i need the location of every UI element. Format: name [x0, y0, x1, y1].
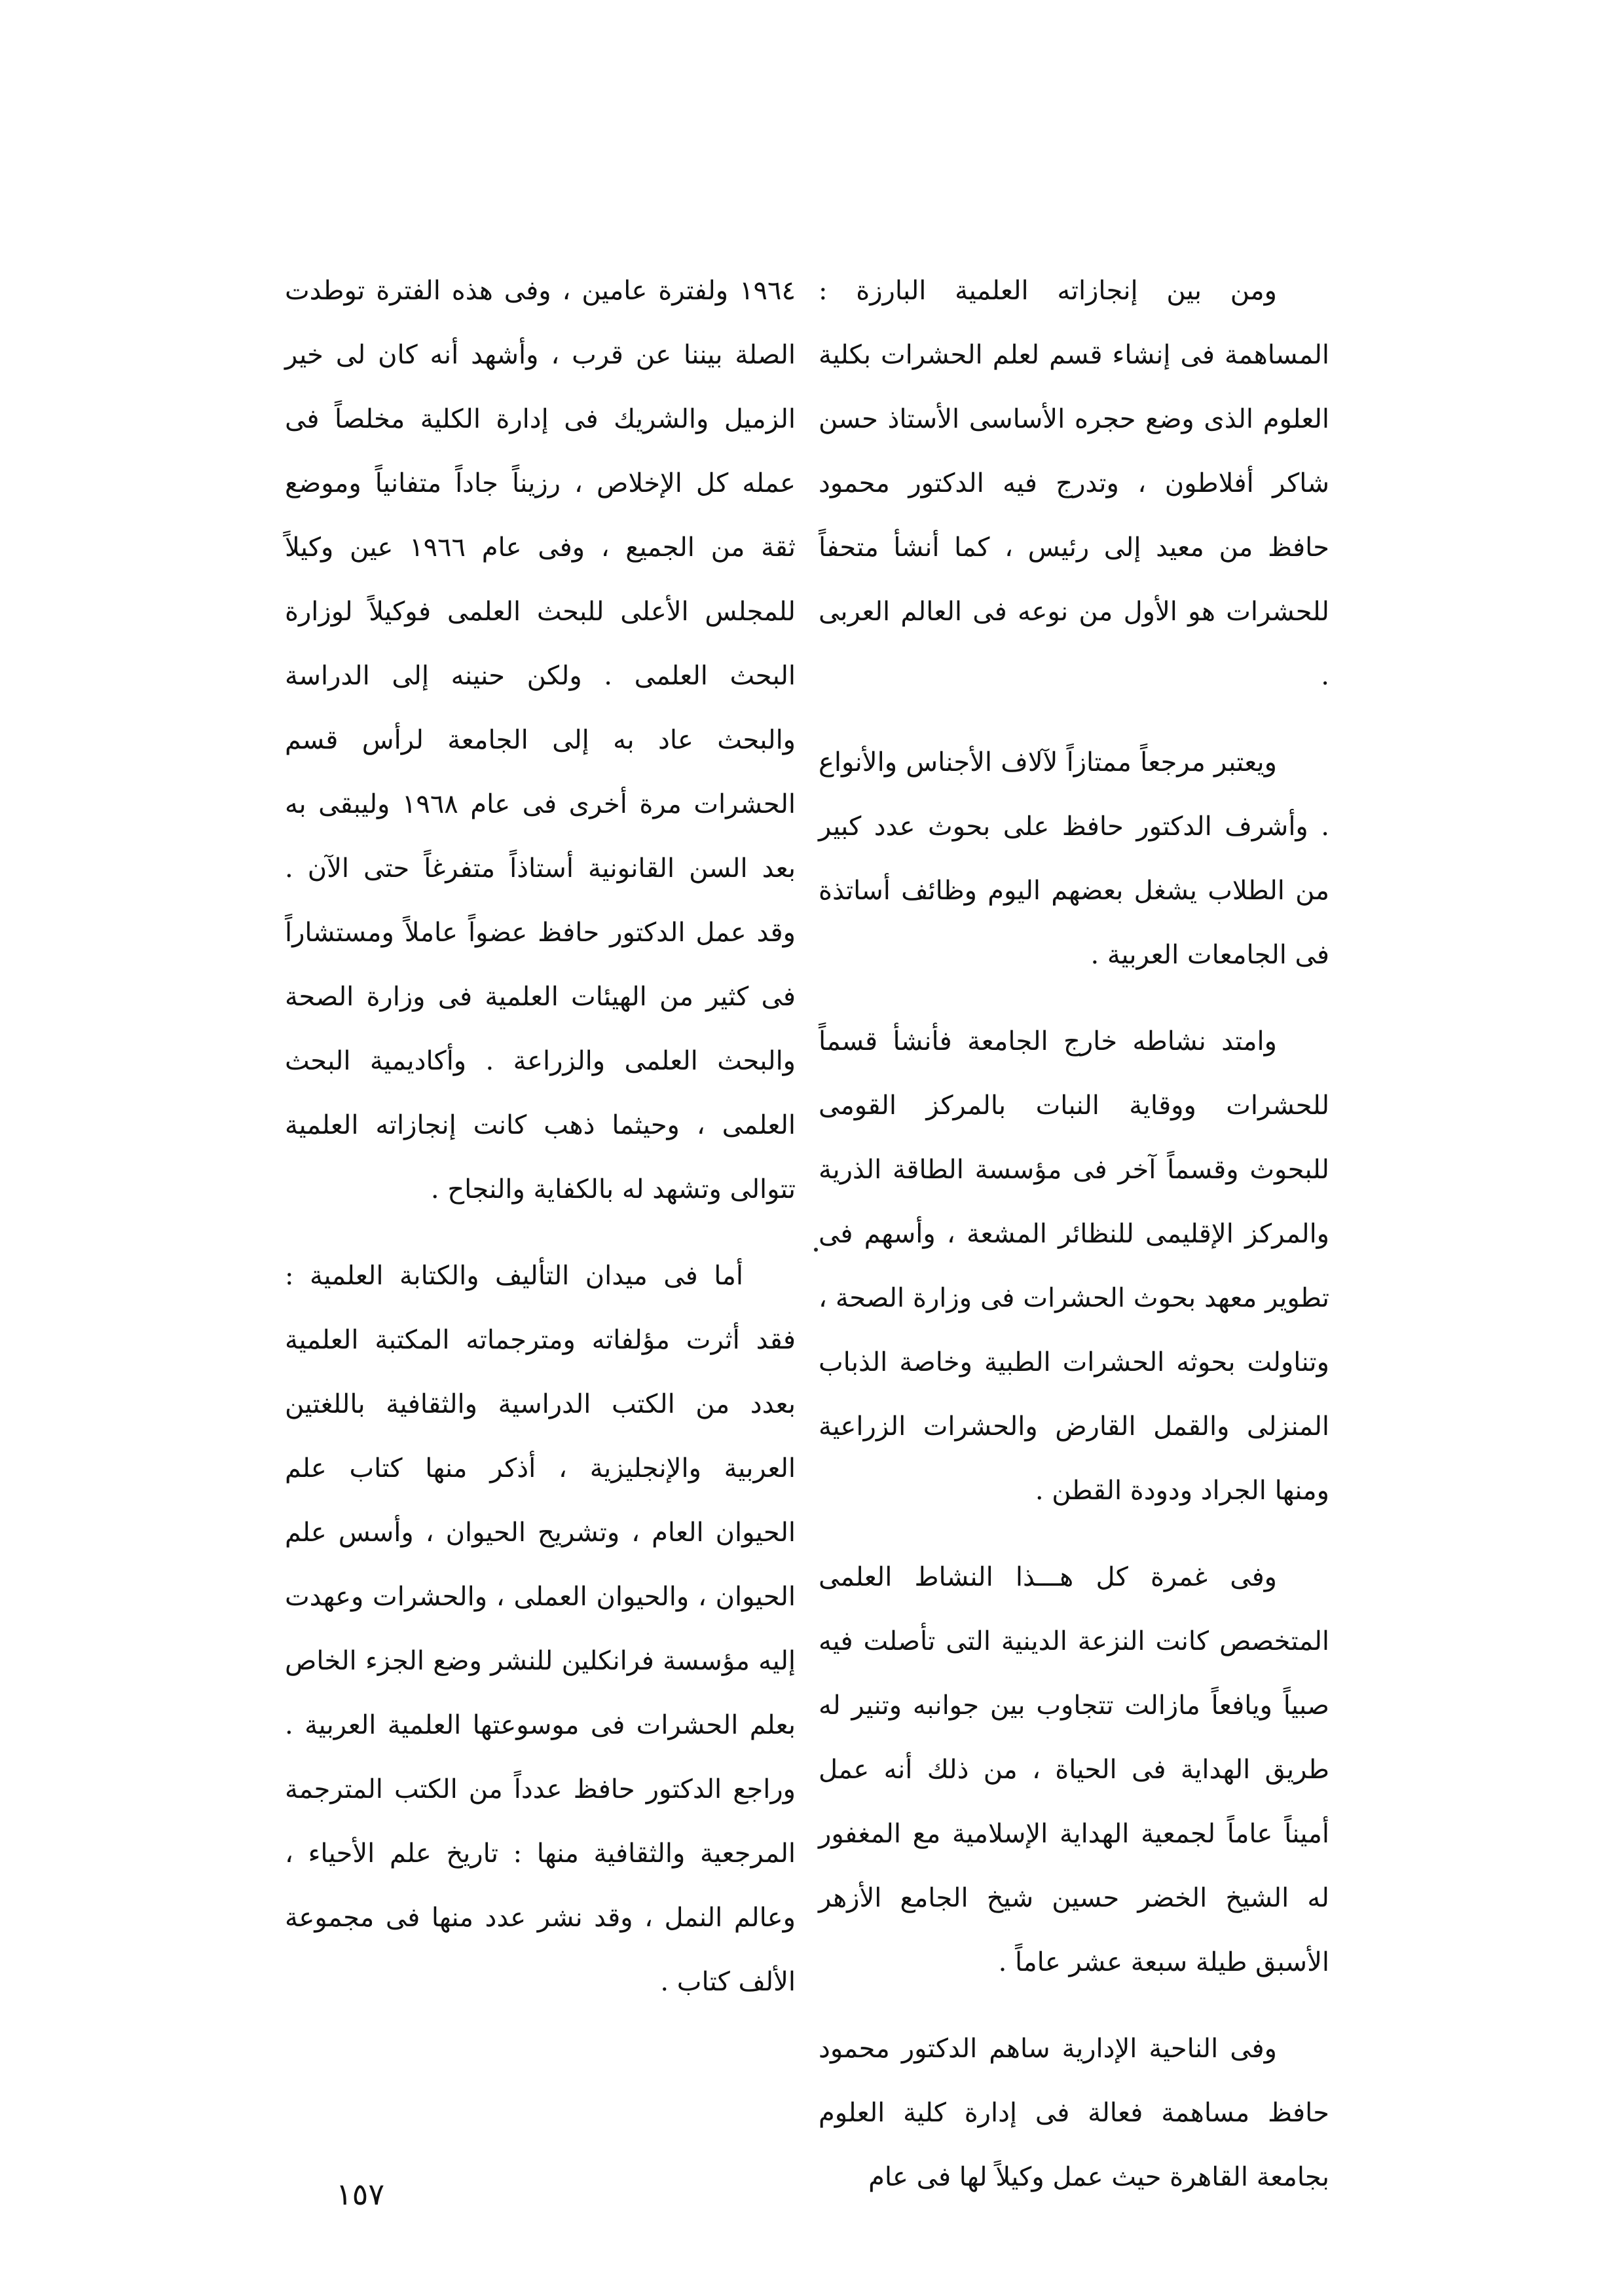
stray-dot-mark — [814, 1248, 818, 1252]
paragraph: وامتد نشاطه خارج الجامعة فأنشأ قسماً للحشرات ووقاية النبات بالمركز القومى للبحوث وقسماً آخر فى مؤسسة الطاقة الذرية والمركز الإقليمى للنظائر المشعة ، وأسهم فى تطوير معهد بحوث الحشرات فى وزارة الصحة ، وتناولت بحوثه الحشرات الطبية وخاصة الذباب المنزلى والقمل القارض والحشرات الزراعية ومنها الجراد ودودة القطن . — [819, 1026, 1329, 1506]
paragraph: وفى غمرة كل هـــذا النشاط العلمى المتخصص كانت النزعة الدينية التى تأصلت فيه صبياً ويافعاً مازالت تتجاوب بين جوانبه وتنير له طريق الهداية فى الحياة ، من ذلك أنه عمل أميناً عاماً لجمعية الهداية الإسلامية مع المغفور له الشيخ الخضر حسين شيخ الجامع الأزهر الأسبق طيلة سبعة عشر عاماً . — [819, 1562, 1329, 1977]
paragraph: وفى الناحية الإدارية ساهم الدكتور محمود حافظ مساهمة فعالة فى إدارة كلية العلوم بجامعة القاهرة حيث عمل وكيلاً لها فى عام — [819, 2034, 1329, 2192]
right-column — [819, 259, 1329, 2231]
paragraph: ١٩٦٤ ولفترة عامين ، وفى هذه الفترة توطدت الصلة بيننا عن قرب ، وأشهد أنه كان لى خير الزميل والشريك فى إدارة الكلية مخلصاً فى عمله كل الإخلاص ، رزيناً جاداً متفانياً وموضع ثقة من الجميع ، وفى عام ١٩٦٦ عين وكيلاً للمجلس الأعلى للبحث العلمى فوكيلاً لوزارة البحث العلمى . ولكن حنينه إلى الدراسة والبحث عاد به إلى الجامعة لرأس قسم الحشرات مرة أخرى فى عام ١٩٦٨ وليبقى به بعد السن القانونية أستاذاً متفرغاً حتى الآن . وقد عمل الدكتور حافظ عضواً عاملاً ومستشاراً فى كثير من الهيئات العلمية فى وزارة الصحة والبحث العلمى والزراعة . وأكاديمية البحث العلمى ، وحيثما ذهب كانت إنجازاته العلمية تتوالى وتشهد له بالكفاية والنجاح . — [285, 276, 796, 1204]
page-number: ١٥٧ — [335, 2176, 385, 2212]
left-column — [285, 259, 796, 2036]
paragraph: ويعتبر مرجعاً ممتازاً لآلاف الأجناس والأنواع . وأشرف الدكتور حافظ على بحوث عدد كبير من الطلاب يشغل بعضهم اليوم وظائف أساتذة فى الجامعات العربية . — [819, 747, 1329, 970]
paragraph: أما فى ميدان التأليف والكتابة العلمية : فقد أثرت مؤلفاته ومترجماته المكتبة العلمية بعدد من الكتب الدراسية والثقافية باللغتين العربية والإنجليزية ، أذكر منها كتاب علم الحيوان العام ، وتشريح الحيوان ، وأسس علم الحيوان ، والحيوان العملى ، والحشرات وعهدت إليه مؤسسة فرانكلين للنشر وضع الجزء الخاص بعلم الحشرات فى موسوعتها العلمية العربية . وراجع الدكتور حافظ عدداً من الكتب المترجمة المرجعية والثقافية منها : تاريخ علم الأحياء ، وعالم النمل ، وقد نشر عدد منها فى مجموعة الألف كتاب . — [285, 1261, 796, 1997]
paragraph: ومن بين إنجازاته العلمية البارزة : المساهمة فى إنشاء قسم لعلم الحشرات بكلية العلوم الذى وضع حجره الأساسى الأستاذ حسن شاكر أفلاطون ، وتدرج فيه الدكتور محمود حافظ من معيد إلى رئيس ، كما أنشأ متحفاً للحشرات هو الأول من نوعه فى العالم العربى . — [819, 276, 1329, 691]
